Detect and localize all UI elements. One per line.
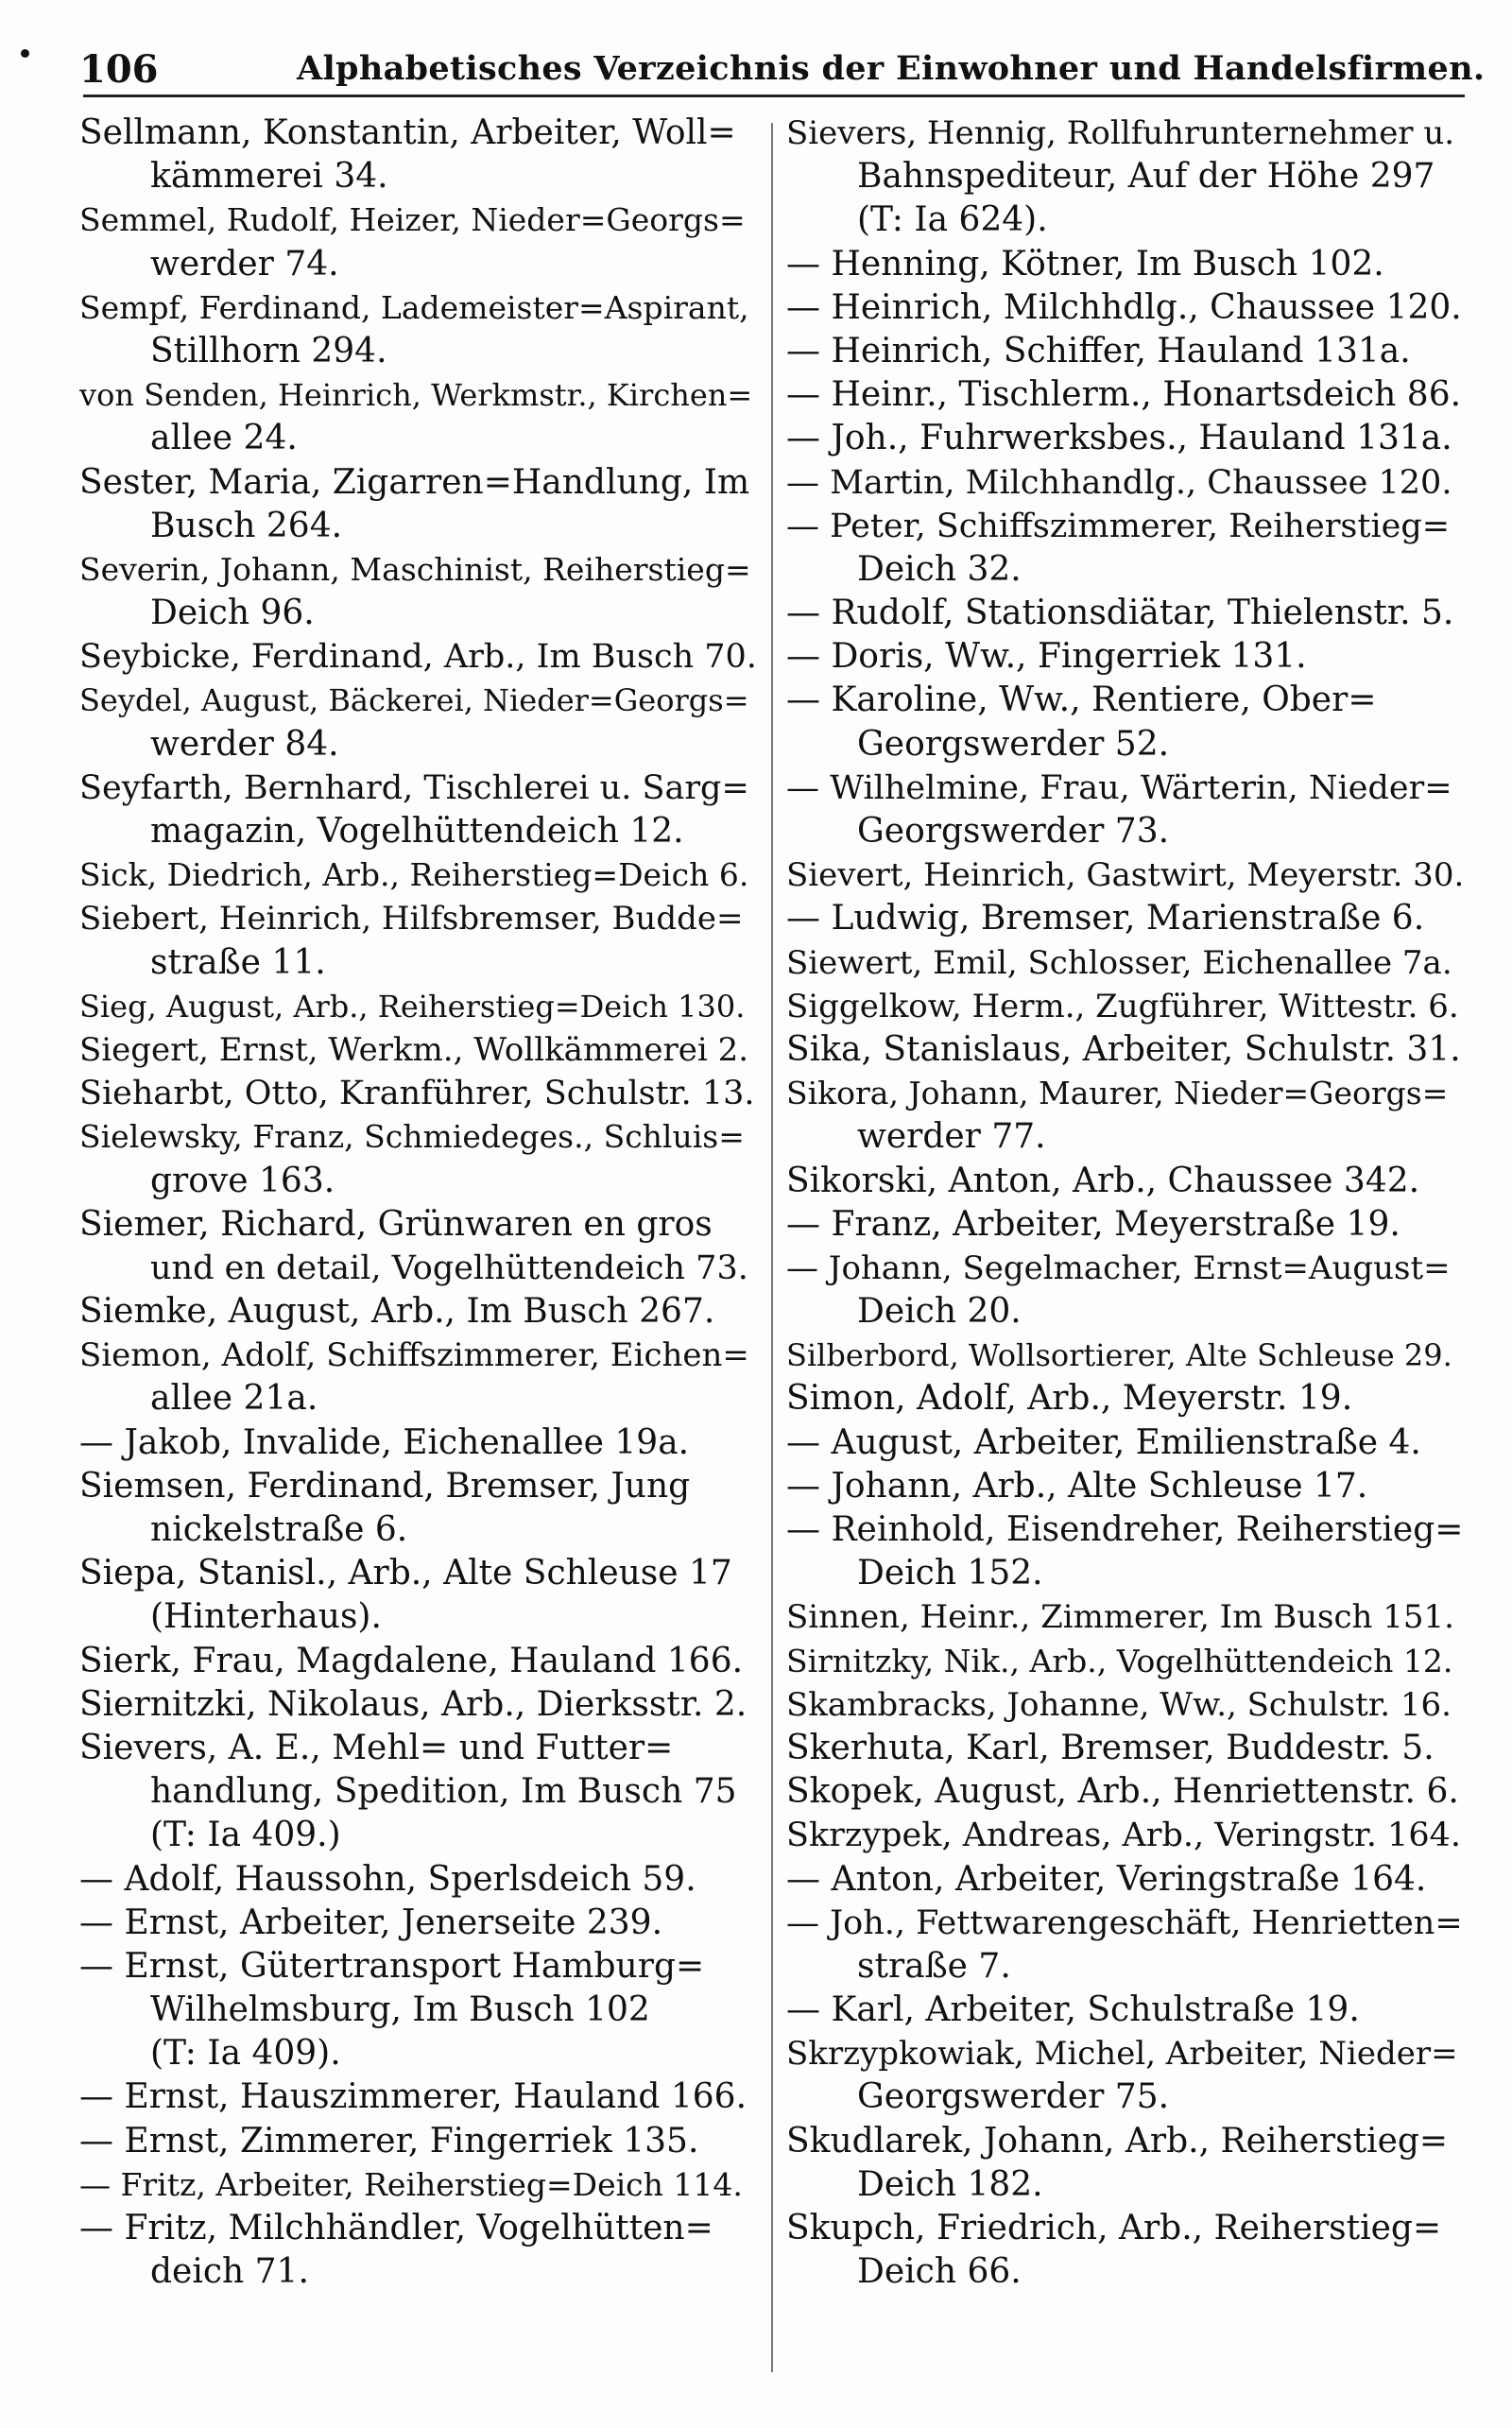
- entry-line: Siemon, Adolf, Schiffszimmerer, Eichen=: [79, 1336, 749, 1375]
- running-head: Alphabetisches Verzeichnis der Einwohner und Handelsfirmen.: [297, 49, 1486, 88]
- entry-line: Skudlarek, Johann, Arb., Reiherstieg=: [786, 2121, 1449, 2161]
- entry-continuation-line: Stillhorn 294.: [150, 331, 387, 370]
- entry-line: Siggelkow, Herm., Zugführer, Wittestr. 6.: [786, 987, 1459, 1025]
- entry-continuation-line: (T: Ia 409.): [150, 1816, 341, 1855]
- entry-continuation-line: allee 21a.: [150, 1379, 318, 1419]
- entry-continuation-line: Deich 96.: [150, 594, 315, 633]
- entry-line: Seyfarth, Bernhard, Tischlerei u. Sarg=: [79, 768, 749, 807]
- entry-line: — Doris, Ww., Fingerriek 131.: [786, 637, 1307, 677]
- entry-continuation-line: werder 74.: [150, 244, 339, 284]
- entry-continuation-line: Bahnspediteur, Auf der Höhe 297: [857, 157, 1435, 197]
- entry-continuation-line: Deich 66.: [857, 2252, 1022, 2292]
- entry-line: Skupch, Friedrich, Arb., Reiherstieg=: [786, 2209, 1442, 2247]
- entry-line: — Ernst, Hauszimmerer, Hauland 166.: [79, 2077, 747, 2117]
- entry-line: — Johann, Segelmacher, Ernst=August=: [786, 1248, 1451, 1287]
- entry-line: — Ernst, Arbeiter, Jenerseite 239.: [79, 1903, 663, 1942]
- entry-line: — Reinhold, Eisendreher, Reiherstieg=: [786, 1510, 1464, 1549]
- entry-line: Sielewsky, Franz, Schmiedeges., Schluis=: [79, 1118, 745, 1156]
- entry-continuation-line: Deich 32.: [857, 549, 1022, 589]
- right-column: [786, 112, 1467, 2294]
- entry-line: — Martin, Milchhandlg., Chaussee 120.: [786, 463, 1452, 502]
- entry-line: — Heinrich, Milchhdlg., Chaussee 120.: [786, 287, 1462, 327]
- entry-continuation-line: (T: Ia 624).: [857, 200, 1048, 240]
- entry-line: Siernitzki, Nikolaus, Arb., Dierksstr. 2.: [79, 1684, 747, 1724]
- entry-continuation-line: deich 71.: [150, 2252, 309, 2292]
- entry-line: — August, Arbeiter, Emilienstraße 4.: [786, 1422, 1421, 1462]
- entry-line: Sinnen, Heinr., Zimmerer, Im Busch 151.: [786, 1598, 1454, 1637]
- entry-continuation-line: Deich 182.: [857, 2164, 1043, 2204]
- entry-continuation-line: allee 24.: [150, 419, 298, 458]
- entry-line: Siemsen, Ferdinand, Bremser, Jung: [79, 1466, 691, 1506]
- entry-line: Simon, Adolf, Arb., Meyerstr. 19.: [786, 1379, 1353, 1419]
- entry-continuation-line: Deich 152.: [857, 1554, 1043, 1593]
- entry-line: Sievert, Heinrich, Gastwirt, Meyerstr. 30.: [786, 856, 1465, 895]
- entry-line: Siemer, Richard, Grünwaren en gros: [79, 1204, 713, 1244]
- entry-line: Sieharbt, Otto, Kranführer, Schulstr. 13.: [79, 1075, 755, 1113]
- entry-continuation-line: nickelstraße 6.: [150, 1510, 408, 1549]
- entry-line: — Ludwig, Bremser, Marienstraße 6.: [786, 899, 1425, 938]
- entry-continuation-line: Georgswerder 52.: [857, 724, 1170, 764]
- entry-line: Siebert, Heinrich, Hilfsbremser, Budde=: [79, 900, 744, 938]
- entry-line: Sempf, Ferdinand, Lademeister=Aspirant,: [79, 288, 749, 326]
- entry-line: — Joh., Fuhrwerksbes., Hauland 131a.: [786, 419, 1452, 458]
- entry-line: Seybicke, Ferdinand, Arb., Im Busch 70.: [79, 638, 757, 677]
- entry-line: Sirnitzky, Nik., Arb., Vogelhüttendeich 12.: [786, 1642, 1453, 1679]
- entry-line: Sierk, Frau, Magdalene, Hauland 166.: [79, 1641, 744, 1680]
- entry-line: Sikorski, Anton, Arb., Chaussee 342.: [786, 1161, 1420, 1200]
- entry-continuation-line: Busch 264.: [150, 506, 343, 545]
- entry-continuation-line: kämmerei 34.: [150, 157, 388, 197]
- header-rule: [83, 95, 1465, 97]
- entry-line: Sieg, August, Arb., Reiherstieg=Deich 130.: [79, 988, 746, 1025]
- entry-line: Silberbord, Wollsortierer, Alte Schleuse 29.: [786, 1337, 1452, 1374]
- page-header: [79, 40, 1486, 93]
- entry-line: Severin, Johann, Maschinist, Reiherstieg=: [79, 550, 751, 588]
- entry-line: — Peter, Schiffszimmerer, Reiherstieg=: [786, 507, 1451, 545]
- entry-line: Skrzypek, Andreas, Arb., Veringstr. 164.: [786, 1817, 1461, 1855]
- left-column: [79, 112, 760, 2294]
- entry-line: Skambracks, Johanne, Ww., Schulstr. 16.: [786, 1685, 1452, 1724]
- entry-continuation-line: grove 163.: [150, 1161, 335, 1200]
- entry-continuation-line: Georgswerder 73.: [857, 812, 1170, 851]
- entry-continuation-line: Deich 20.: [857, 1292, 1022, 1332]
- entry-line: — Fritz, Milchhändler, Vogelhütten=: [79, 2209, 713, 2247]
- entry-line: — Fritz, Arbeiter, Reiherstieg=Deich 114.: [79, 2165, 743, 2203]
- entry-continuation-line: straße 7.: [857, 1946, 1011, 1986]
- entry-line: Sievers, Hennig, Rollfuhrunternehmer u.: [786, 114, 1455, 152]
- entry-line: — Anton, Arbeiter, Veringstraße 164.: [786, 1859, 1427, 1899]
- entry-line: — Joh., Fettwarengeschäft, Henrietten=: [786, 1903, 1463, 1942]
- entry-continuation-line: (T: Ia 409).: [150, 2034, 341, 2074]
- entry-line: — Heinr., Tischlerm., Honartsdeich 86.: [786, 375, 1462, 415]
- entry-line: — Henning, Kötner, Im Busch 102.: [786, 244, 1384, 284]
- entry-line: — Adolf, Haussohn, Sperlsdeich 59.: [79, 1859, 696, 1899]
- entry-line: — Franz, Arbeiter, Meyerstraße 19.: [786, 1204, 1400, 1244]
- entry-line: — Ernst, Zimmerer, Fingerriek 135.: [79, 2121, 699, 2161]
- entry-line: — Wilhelmine, Frau, Wärterin, Nieder=: [786, 768, 1452, 807]
- entry-continuation-line: Georgswerder 75.: [857, 2077, 1170, 2117]
- entry-continuation-line: werder 84.: [150, 724, 339, 764]
- entry-line: — Johann, Arb., Alte Schleuse 17.: [786, 1466, 1368, 1506]
- entry-line: Semmel, Rudolf, Heizer, Nieder=Georgs=: [79, 201, 746, 239]
- entry-continuation-line: und en detail, Vogelhüttendeich 73.: [150, 1248, 748, 1287]
- entry-continuation-line: Wilhelmsburg, Im Busch 102: [150, 1990, 650, 2030]
- entry-line: — Ernst, Gütertransport Hamburg=: [79, 1946, 705, 1986]
- entry-continuation-line: magazin, Vogelhüttendeich 12.: [150, 812, 684, 851]
- entry-line: Sika, Stanislaus, Arbeiter, Schulstr. 31.: [786, 1029, 1461, 1069]
- entry-line: Sester, Maria, Zigarren=Handlung, Im: [79, 462, 750, 502]
- ink-dot: [21, 49, 29, 58]
- entry-line: — Jakob, Invalide, Eichenallee 19a.: [79, 1422, 690, 1462]
- entry-line: — Heinrich, Schiffer, Hauland 131a.: [786, 331, 1411, 370]
- page-number: 106: [79, 47, 159, 92]
- entry-continuation-line: werder 77.: [857, 1117, 1046, 1157]
- entry-continuation-line: straße 11.: [150, 942, 326, 982]
- entry-line: Seydel, August, Bäckerei, Nieder=Georgs=: [79, 682, 749, 719]
- entry-line: Siemke, August, Arb., Im Busch 267.: [79, 1292, 715, 1332]
- entry-continuation-line: handlung, Spedition, Im Busch 75: [150, 1772, 737, 1812]
- entry-line: Sievers, A. E., Mehl= und Futter=: [79, 1728, 674, 1767]
- entry-line: — Karoline, Ww., Rentiere, Ober=: [786, 680, 1377, 720]
- entry-line: — Karl, Arbeiter, Schulstraße 19.: [786, 1990, 1360, 2030]
- entry-line: Sellmann, Konstantin, Arbeiter, Woll=: [79, 113, 736, 152]
- entry-line: — Rudolf, Stationsdiätar, Thielenstr. 5.: [786, 594, 1454, 633]
- entry-line: Sick, Diedrich, Arb., Reiherstieg=Deich 6.: [79, 856, 749, 894]
- column-divider: [771, 123, 773, 2372]
- entry-line: Siegert, Ernst, Werkm., Wollkämmerei 2.: [79, 1030, 749, 1069]
- entry-line: Skerhuta, Karl, Bremser, Buddestr. 5.: [786, 1728, 1435, 1767]
- entry-line: Siepa, Stanisl., Arb., Alte Schleuse 17: [79, 1554, 732, 1593]
- entry-line: Sikora, Johann, Maurer, Nieder=Georgs=: [786, 1075, 1449, 1112]
- entry-line: von Senden, Heinrich, Werkmstr., Kirchen=: [79, 377, 753, 414]
- entry-line: Skrzypkowiak, Michel, Arbeiter, Nieder=: [786, 2035, 1458, 2074]
- entry-line: Siewert, Emil, Schlosser, Eichenallee 7a.: [786, 943, 1452, 982]
- entry-continuation-line: (Hinterhaus).: [150, 1597, 382, 1637]
- entry-line: Skopek, August, Arb., Henriettenstr. 6.: [786, 1772, 1459, 1812]
